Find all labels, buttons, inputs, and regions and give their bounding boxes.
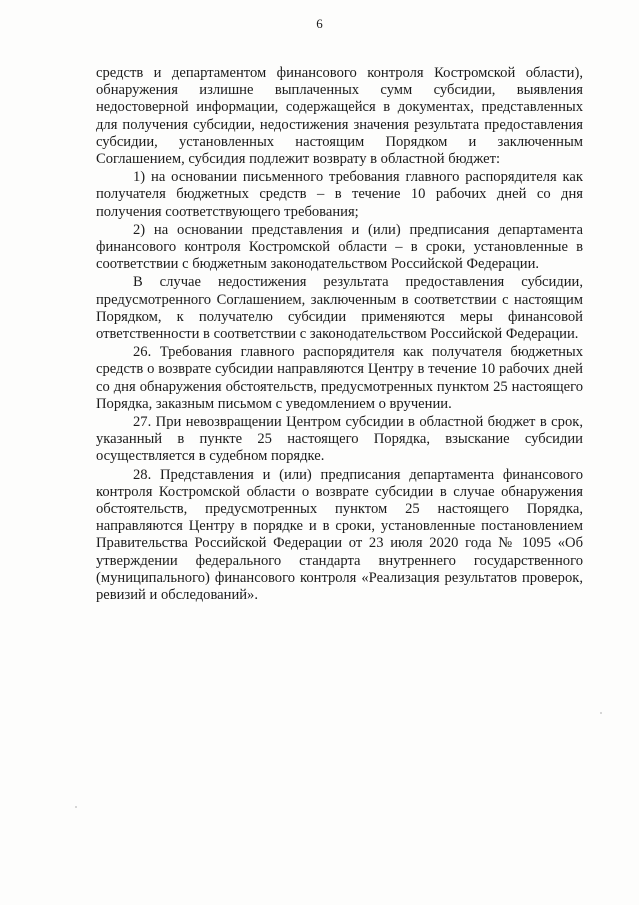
paragraph-27: 27. При невозвращении Центром субсидии в областной бюджет в срок, указанный в пункте 25 настоящего Порядка, взыскание субсидии осуществляется в судебном порядке. <box>96 414 583 465</box>
paragraph-continuation: средств и департаментом финансового контроля Костромской области), обнаружения излишне выплаченных сумм субсидии, выявления недостоверной информации, содержащейся в документах, представленных для получения субсидии, недостижения значения результата предоставления субсидии, установленных настоящим Порядком и заключенным Соглашением, субсидия подлежит возврату в областной бюджет: <box>96 65 583 168</box>
paragraph-28: 28. Представления и (или) предписания департамента финансового контроля Костромской области о возврате субсидии в случае обнаружения обстоятельств, предусмотренных пунктом 25 настоящего Порядка, направляются Центру в порядке и в сроки, установленные постановлением Правительства Российской Федерации от 23 июля 2020 года № 1095 «Об утверждении федерального стандарта внутреннего государственного (муниципального) финансового контроля «Реализация результатов проверок, ревизий и обследований». <box>96 466 583 604</box>
paragraph-26: 26. Требования главного распорядителя как получателя бюджетных средств о возврате субсидии направляются Центру в течение 10 рабочих дней со дня обнаружения обстоятельств, предусмотренных пунктом 25 настоящего Порядка, заказным письмом с уведомлением о вручении. <box>96 344 583 412</box>
page-number: 6 <box>316 16 323 31</box>
scan-speck <box>75 806 77 808</box>
paragraph-item-1: 1) на основании письменного требования главного распорядителя как получателя бюджетных средств – в течение 10 рабочих дней со дня получения соответствующего требования; <box>96 169 583 220</box>
scan-speck <box>600 712 602 714</box>
paragraph-item-2: 2) на основании представления и (или) предписания департамента финансового контроля Костромской области – в сроки, установленные в соответствии с бюджетным законодательством Российской Федерации. <box>96 221 583 273</box>
document-body <box>96 65 583 604</box>
paragraph-failure-measures: В случае недостижения результата предоставления субсидии, предусмотренного Соглашением, заключенным в соответствии с настоящим Порядком, к получателю субсидии применяются меры финансовой ответственности в соответствии с законодательством Российской Федерации. <box>96 274 583 343</box>
